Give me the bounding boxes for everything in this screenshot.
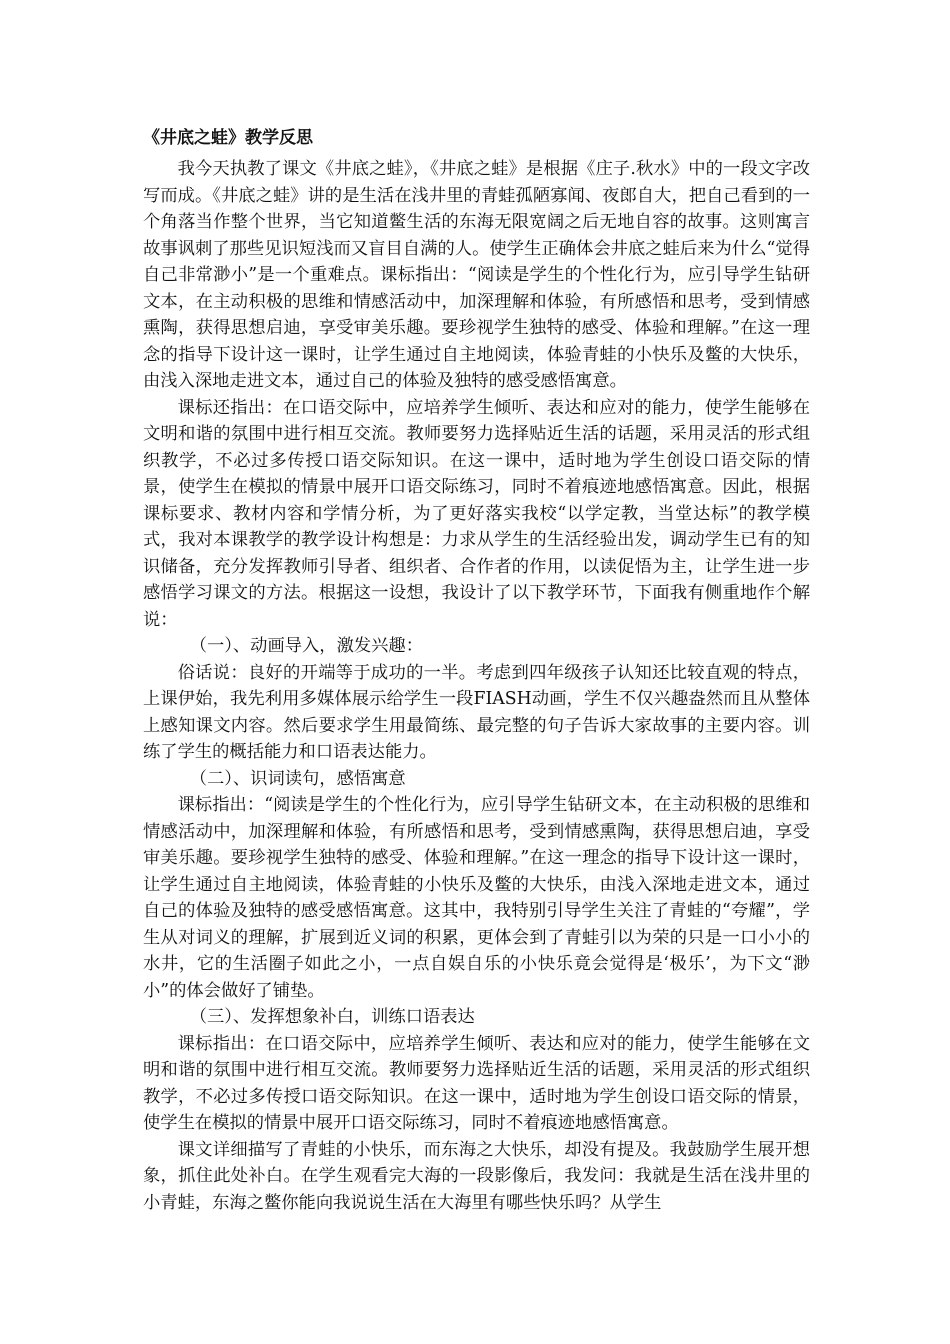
section-3-paragraph-2: 课文详细描写了青蛙的小快乐，而东海之大快乐，却没有提及。我鼓励学生展开想象，抓住此处补白。在学生观看完大海的一段影像后，我发问：我就是生活在浅井里的小青蛙，东海之鳖你能向我说说生活在大海里有哪些快乐吗？从学生 — [143, 1139, 810, 1213]
document-body — [143, 125, 810, 1216]
intro-paragraph-1: 我今天执教了课文《井底之蛙》，《井底之蛙》是根据《庄子.秋水》中的一段文字改写而成。《井底之蛙》讲的是生活在浅井里的青蛙孤陋寡闻、夜郎自大，把自己看到的一个角落当作整个世界，当它知道鳖生活的东海无限宽阔之后无地自容的故事。这则寓言故事讽刺了那些见识短浅而又盲目自满的人。使学生正确体会井底之蛙后来为什么“觉得自己非常渺小”是一个重难点。课标指出：“阅读是学生的个性化行为，应引导学生钻研文本，在主动积极的思维和情感活动中，加深理解和体验，有所感悟和思考，受到情感熏陶，获得思想启迪，享受审美乐趣。要珍视学生独特的感受、体验和理解。”在这一理念的指导下设计这一课时，让学生通过自主地阅读，体验青蛙的小快乐及鳖的大快乐，由浅入深地走进文本，通过自己的体验及独特的感受感悟寓意。 — [143, 159, 810, 391]
section-1-paragraph-1: 俗话说：良好的开端等于成功的一半。考虑到四年级孩子认知还比较直观的特点，上课伊始，我先利用多媒体展示给学生一段FIASH动画，学生不仅兴趣盎然而且从整体上感知课文内容。然后要求学生用最简练、最完整的句子告诉大家故事的主要内容。训练了学生的概括能力和口语表达能力。 — [143, 662, 810, 762]
document-title: 《井底之蛙》教学反思 — [143, 128, 313, 148]
section-3-paragraph-1: 课标指出：在口语交际中，应培养学生倾听、表达和应对的能力，使学生能够在文明和谐的氛围中进行相互交流。教师要努力选择贴近生活的话题，采用灵活的形式组织教学，不必过多传授口语交际知识。在这一课中，适时地为学生创设口语交际的情景，使学生在模拟的情景中展开口语交际练习，同时不着痕迹地感悟寓意。 — [143, 1033, 810, 1133]
intro-paragraph-2: 课标还指出：在口语交际中，应培养学生倾听、表达和应对的能力，使学生能够在文明和谐的氛围中进行相互交流。教师要努力选择贴近生活的话题，采用灵活的形式组织教学，不必过多传授口语交际知识。在这一课中，适时地为学生创设口语交际的情景，使学生在模拟的情景中展开口语交际练习，同时不着痕迹地感悟寓意。因此，根据课标要求、教材内容和学情分析，为了更好落实我校“以学定教，当堂达标”的教学模式，我对本课教学的教学设计构想是：力求从学生的生活经验出发，调动学生已有的知识储备，充分发挥教师引导者、组织者、合作者的作用，以读促悟为主，让学生进一步感悟学习课文的方法。根据这一设想，我设计了以下教学环节，下面我有侧重地作个解说： — [143, 397, 810, 630]
section-2-heading: （二）、识词读句，感悟寓意 — [189, 768, 406, 789]
section-2-paragraph-1: 课标指出：“阅读是学生的个性化行为，应引导学生钻研文本，在主动积极的思维和情感活动中，加深理解和体验，有所感悟和思考，受到情感熏陶，获得思想启迪，享受审美乐趣。要珍视学生独特的感受、体验和理解。”在这一理念的指导下设计这一课时，让学生通过自主地阅读，体验青蛙的小快乐及鳖的大快乐，由浅入深地走进文本，通过自己的体验及独特的感受感悟寓意。这其中，我特别引导学生关注了青蛙的“夸耀”，学生从对词义的理解，扩展到近义词的积累，更体会到了青蛙引以为荣的只是一口小小的水井，它的生活圈子如此之小，一点自娱自乐的小快乐竟会觉得是‘极乐’，为下文“渺小”的体会做好了铺垫。 — [143, 795, 810, 1001]
section-3-heading: （三）、发挥想象补白，训练口语表达 — [189, 1007, 475, 1027]
section-1-heading: （一）、动画导入，激发兴趣： — [189, 636, 423, 656]
